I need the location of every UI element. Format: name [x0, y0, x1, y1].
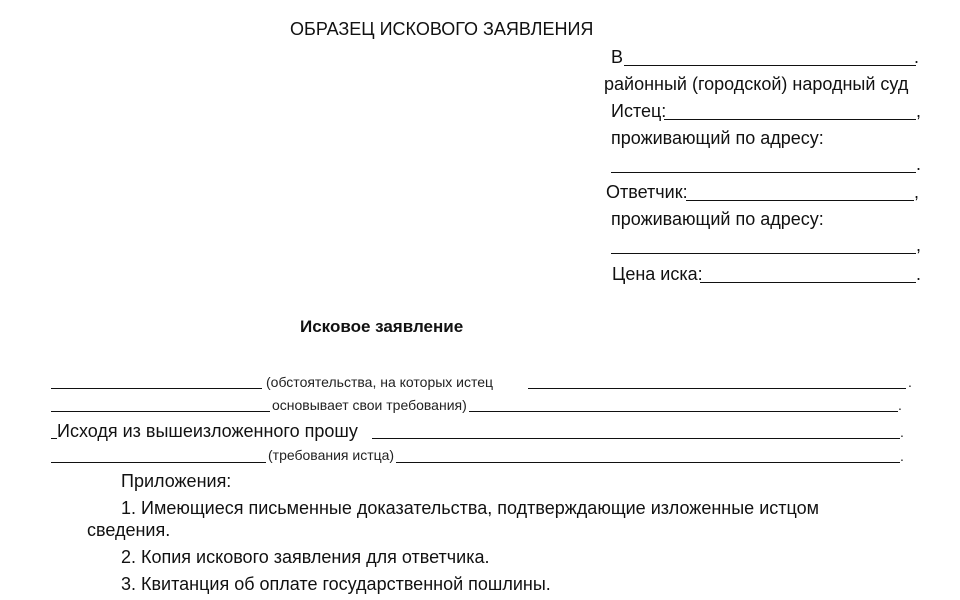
circumstances-field-left[interactable]: [51, 388, 262, 389]
document-title: ОБРАЗЕЦ ИСКОВОГО ЗАЯВЛЕНИЯ: [290, 19, 594, 39]
defendant-name-field[interactable]: [686, 200, 914, 201]
attachments-heading: Приложения:: [121, 471, 232, 491]
court-line-end: .: [914, 47, 920, 67]
defendant-address-field[interactable]: [611, 253, 916, 254]
court-description: районный (городской) народный суд: [604, 74, 909, 94]
defendant-address-end: ,: [916, 235, 922, 255]
circumstances-field-2[interactable]: [51, 411, 898, 412]
attachment-item-1-continued: сведения.: [87, 520, 171, 540]
plaintiff-label: Истец:: [611, 101, 667, 121]
attachment-item-1: 1. Имеющиеся письменные доказательства, подтверждающие изложенные истцом: [121, 498, 819, 518]
plaintiff-address-label: проживающий по адресу:: [611, 128, 824, 148]
circumstances-line-2-end: .: [898, 397, 902, 413]
circumstances-hint: (обстоятельства, на которых истец: [266, 374, 494, 390]
court-prefix: В: [611, 47, 624, 67]
defendant-label: Ответчик:: [606, 182, 688, 202]
claim-price-field[interactable]: [700, 282, 916, 283]
statement-heading: Исковое заявление: [300, 317, 464, 336]
requirements-line-end: .: [900, 448, 904, 464]
plaintiff-address-end: .: [916, 154, 922, 174]
plaintiff-address-field[interactable]: [611, 172, 916, 173]
attachment-item-3: 3. Квитанция об оплате государственной пошлины.: [121, 574, 551, 594]
claim-price-end: .: [916, 264, 922, 284]
circumstances-hint-2: основывает свои требования): [272, 397, 467, 413]
circumstances-field-right[interactable]: [528, 388, 906, 389]
requirements-field[interactable]: [51, 462, 900, 463]
circumstances-line-end: .: [908, 374, 912, 390]
request-field-left: [51, 438, 57, 439]
attachment-item-2: 2. Копия искового заявления для ответчика.: [121, 547, 490, 567]
plaintiff-name-field[interactable]: [664, 119, 916, 120]
plaintiff-line-end: ,: [916, 101, 922, 121]
requirements-hint: (требования истца): [268, 447, 395, 463]
claim-price-label: Цена иска:: [612, 264, 703, 284]
court-name-field[interactable]: [624, 65, 916, 66]
defendant-address-label: проживающий по адресу:: [611, 209, 824, 229]
request-line-end: .: [900, 424, 904, 440]
request-text: Исходя из вышеизложенного прошу: [57, 421, 358, 441]
request-field[interactable]: [372, 438, 900, 439]
defendant-line-end: ,: [914, 182, 920, 202]
